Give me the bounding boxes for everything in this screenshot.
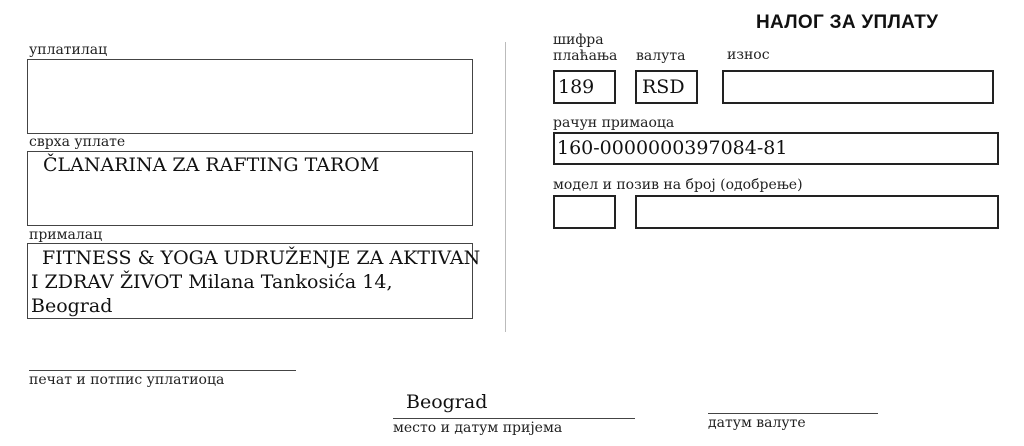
purpose-field[interactable] — [27, 151, 473, 226]
place-date-label: место и датум пријема — [393, 420, 563, 436]
currency-field[interactable] — [635, 70, 698, 104]
payment-code-value: 189 — [558, 76, 595, 98]
currency-value: RSD — [642, 76, 685, 98]
payer-field[interactable] — [27, 59, 473, 134]
account-value: 160-0000000397084-81 — [557, 137, 788, 159]
place-value: Beograd — [406, 391, 488, 413]
reference-field[interactable] — [635, 195, 999, 229]
recipient-label: прималац — [29, 227, 103, 243]
model-label: модел и позив на број (одобрење) — [553, 177, 803, 193]
value-date-line — [708, 413, 878, 414]
payment-code-field[interactable] — [553, 70, 616, 104]
payer-label: уплатилац — [29, 42, 108, 58]
section-divider — [505, 42, 506, 332]
amount-field[interactable] — [722, 70, 994, 104]
account-field[interactable] — [553, 132, 999, 165]
purpose-value: ČLANARINA ZA RAFTING TAROM — [43, 154, 380, 176]
stamp-signature-line — [29, 370, 296, 371]
recipient-line-3: Beograd — [31, 295, 113, 317]
amount-label: износ — [727, 47, 770, 63]
account-label: рачун примаоца — [553, 115, 675, 131]
recipient-line-1: FITNESS & YOGA UDRUŽENJE ZA AKTIVAN — [42, 247, 481, 269]
place-date-line — [393, 418, 635, 419]
recipient-field[interactable] — [27, 243, 481, 319]
model-field[interactable] — [553, 195, 616, 229]
payment-code-label-line-1: шифра — [553, 32, 604, 48]
currency-label: валута — [636, 48, 686, 64]
purpose-label: сврха уплате — [29, 134, 126, 150]
stamp-signature-label: печат и потпис уплатиоца — [29, 372, 225, 388]
value-date-label: датум валуте — [708, 415, 806, 431]
form-title: НАЛОГ ЗА УПЛАТУ — [756, 12, 939, 33]
payer-value — [28, 60, 472, 68]
payment-code-label-line-2: плаћања — [553, 48, 618, 64]
recipient-line-2: I ZDRAV ŽIVOT Milana Tankosića 14, — [31, 271, 393, 293]
